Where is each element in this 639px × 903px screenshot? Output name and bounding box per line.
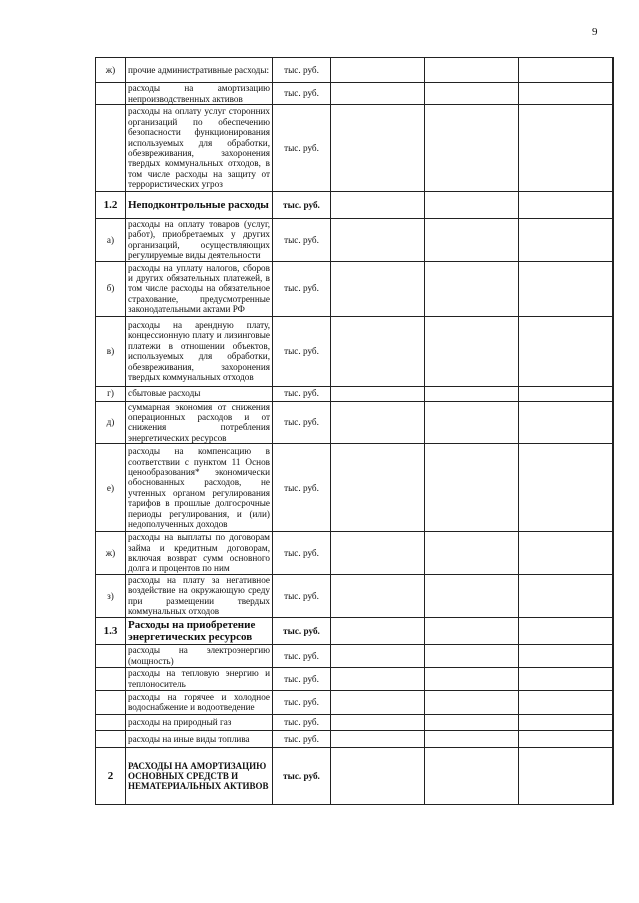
row-unit: тыс. руб.: [273, 105, 331, 192]
value-cell: [519, 747, 613, 804]
value-cell: [425, 444, 519, 532]
row-unit: тыс. руб.: [273, 667, 331, 690]
row-name: суммарная экономия от снижения операционных расходов и от снижения потребления энергетических ресурсов: [126, 401, 273, 444]
value-cell: [331, 401, 425, 444]
value-cell: [613, 444, 614, 532]
value-cell: [519, 261, 613, 316]
value-cell: [331, 105, 425, 192]
value-cell: [613, 714, 614, 730]
value-cell: [425, 401, 519, 444]
value-cell: [425, 316, 519, 386]
row-number: в): [96, 316, 126, 386]
row-name: расходы на выплаты по договорам займа и кредитным договорам, включая возврат сумм основного долга и процентов по ним: [126, 532, 273, 575]
value-cell: [331, 261, 425, 316]
row-name: расходы на электроэнергию (мощность): [126, 644, 273, 667]
value-cell: [425, 192, 519, 219]
table-row: [96, 219, 614, 262]
value-cell: [425, 105, 519, 192]
row-name: Расходы на приобретение энергетических ресурсов: [126, 617, 273, 644]
value-cell: [331, 532, 425, 575]
table-row: [96, 714, 614, 730]
row-unit: тыс. руб.: [273, 730, 331, 747]
value-cell: [613, 192, 614, 219]
value-cell: [331, 83, 425, 105]
value-cell: [613, 58, 614, 83]
row-number: ж): [96, 58, 126, 83]
row-unit: тыс. руб.: [273, 401, 331, 444]
value-cell: [331, 747, 425, 804]
value-cell: [425, 58, 519, 83]
value-cell: [613, 667, 614, 690]
row-name: расходы на компенсацию в соответствии с пунктом 11 Основ ценообразования* экономически обоснованных расходов, не учтенных органом регулирования тарифов в прошлые долгосрочные периоды регулирования, и (или) недополученных доходов: [126, 444, 273, 532]
value-cell: [519, 444, 613, 532]
row-number: 1.3: [96, 617, 126, 644]
table-row: [96, 444, 614, 532]
row-number: е): [96, 444, 126, 532]
value-cell: [519, 386, 613, 401]
row-name: Неподконтрольные расходы: [126, 192, 273, 219]
value-cell: [425, 83, 519, 105]
row-name: расходы на арендную плату, концессионную плату и лизинговые платежи в отношении объектов, используемых для обработки, обезвреживания, захоронения твердых коммунальных отходов: [126, 316, 273, 386]
row-number: а): [96, 219, 126, 262]
value-cell: [519, 58, 613, 83]
value-cell: [425, 644, 519, 667]
table-row: [96, 58, 614, 83]
value-cell: [613, 83, 614, 105]
table-row: [96, 401, 614, 444]
value-cell: [425, 714, 519, 730]
table-row: [96, 192, 614, 219]
value-cell: [425, 219, 519, 262]
row-number: [96, 667, 126, 690]
value-cell: [613, 644, 614, 667]
value-cell: [425, 532, 519, 575]
value-cell: [519, 714, 613, 730]
value-cell: [613, 747, 614, 804]
value-cell: [425, 617, 519, 644]
value-cell: [613, 730, 614, 747]
value-cell: [519, 401, 613, 444]
value-cell: [613, 690, 614, 714]
value-cell: [425, 747, 519, 804]
table-row: [96, 105, 614, 192]
row-unit: тыс. руб.: [273, 714, 331, 730]
value-cell: [331, 690, 425, 714]
row-number: [96, 730, 126, 747]
row-unit: тыс. руб.: [273, 83, 331, 105]
value-cell: [519, 644, 613, 667]
row-name: сбытовые расходы: [126, 386, 273, 401]
value-cell: [613, 617, 614, 644]
row-unit: тыс. руб.: [273, 219, 331, 262]
value-cell: [331, 316, 425, 386]
value-cell: [519, 192, 613, 219]
row-number: 2: [96, 747, 126, 804]
value-cell: [425, 574, 519, 617]
value-cell: [425, 667, 519, 690]
value-cell: [519, 617, 613, 644]
row-name: расходы на уплату налогов, сборов и других обязательных платежей, в том числе расходы на обязательное страхование, предусмотренные законодательными актами РФ: [126, 261, 273, 316]
value-cell: [519, 690, 613, 714]
row-name: расходы на амортизацию непроизводственных активов: [126, 83, 273, 105]
row-unit: тыс. руб.: [273, 747, 331, 804]
value-cell: [331, 219, 425, 262]
row-name: прочие административные расходы:: [126, 58, 273, 83]
value-cell: [331, 574, 425, 617]
row-name: расходы на оплату товаров (услуг, работ), приобретаемых у других организаций, осуществляющих регулируемые виды деятельности: [126, 219, 273, 262]
value-cell: [613, 316, 614, 386]
table-row: [96, 747, 614, 804]
value-cell: [519, 316, 613, 386]
row-number: 1.2: [96, 192, 126, 219]
page-number: 9: [592, 26, 598, 38]
table-row: [96, 730, 614, 747]
value-cell: [425, 386, 519, 401]
row-unit: тыс. руб.: [273, 58, 331, 83]
value-cell: [613, 574, 614, 617]
row-number: з): [96, 574, 126, 617]
table-row: [96, 261, 614, 316]
value-cell: [331, 714, 425, 730]
row-unit: тыс. руб.: [273, 261, 331, 316]
row-name: расходы на горячее и холодное водоснабжение и водоотведение: [126, 690, 273, 714]
value-cell: [613, 401, 614, 444]
table-row: [96, 532, 614, 575]
row-number: [96, 105, 126, 192]
value-cell: [331, 58, 425, 83]
row-name: расходы на природный газ: [126, 714, 273, 730]
table-row: [96, 316, 614, 386]
row-number: [96, 83, 126, 105]
value-cell: [519, 532, 613, 575]
row-number: [96, 714, 126, 730]
row-unit: тыс. руб.: [273, 386, 331, 401]
value-cell: [331, 386, 425, 401]
value-cell: [613, 105, 614, 192]
row-number: д): [96, 401, 126, 444]
value-cell: [519, 730, 613, 747]
value-cell: [519, 105, 613, 192]
row-unit: тыс. руб.: [273, 574, 331, 617]
value-cell: [331, 444, 425, 532]
value-cell: [519, 219, 613, 262]
row-name: расходы на иные виды топлива: [126, 730, 273, 747]
table-row: [96, 386, 614, 401]
value-cell: [425, 690, 519, 714]
value-cell: [613, 532, 614, 575]
table-row: [96, 644, 614, 667]
row-number: [96, 644, 126, 667]
row-number: ж): [96, 532, 126, 575]
value-cell: [519, 83, 613, 105]
row-number: б): [96, 261, 126, 316]
row-name: расходы на оплату услуг сторонних организаций по обеспечению безопасности функционирования используемых для обработки, обезвреживания, захоронения твердых коммунальных отходов, в том числе расходы на защиту от террористических угроз: [126, 105, 273, 192]
value-cell: [331, 667, 425, 690]
value-cell: [425, 730, 519, 747]
row-unit: тыс. руб.: [273, 532, 331, 575]
value-cell: [331, 730, 425, 747]
value-cell: [331, 617, 425, 644]
table-row: [96, 617, 614, 644]
value-cell: [519, 667, 613, 690]
row-name: расходы на плату за негативное воздействие на окружающую среду при размещении твердых коммунальных отходов: [126, 574, 273, 617]
value-cell: [425, 261, 519, 316]
value-cell: [331, 644, 425, 667]
table-row: [96, 667, 614, 690]
row-unit: тыс. руб.: [273, 690, 331, 714]
table-row: [96, 690, 614, 714]
row-name: РАСХОДЫ НА АМОРТИЗАЦИЮ ОСНОВНЫХ СРЕДСТВ И НЕМАТЕРИАЛЬНЫХ АКТИВОВ: [126, 747, 273, 804]
row-unit: тыс. руб.: [273, 316, 331, 386]
row-unit: тыс. руб.: [273, 444, 331, 532]
value-cell: [613, 219, 614, 262]
row-unit: тыс. руб.: [273, 617, 331, 644]
value-cell: [331, 192, 425, 219]
row-number: г): [96, 386, 126, 401]
row-name: расходы на тепловую энергию и теплоноситель: [126, 667, 273, 690]
cost-table: [95, 57, 614, 805]
row-unit: тыс. руб.: [273, 192, 331, 219]
value-cell: [613, 261, 614, 316]
value-cell: [613, 386, 614, 401]
table-row: [96, 574, 614, 617]
value-cell: [519, 574, 613, 617]
row-number: [96, 690, 126, 714]
row-unit: тыс. руб.: [273, 644, 331, 667]
table-row: [96, 83, 614, 105]
